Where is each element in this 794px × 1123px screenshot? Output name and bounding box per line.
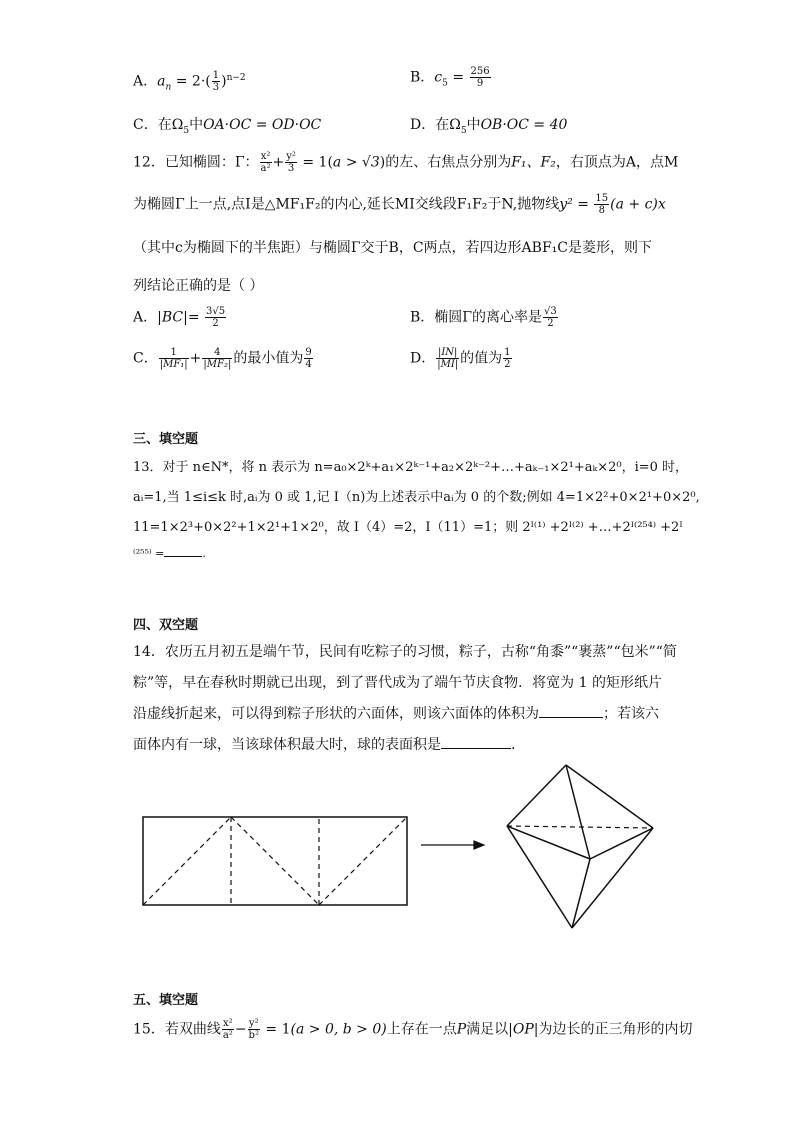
q12-line1: 12．已知椭圆：Γ： $\frac{\text{x²}}{\text{a²}}$ + $\frac{\text{y²}}{3}$ = 1(a > √3)的左、右焦点分别为F₁、F₂，右顶点为A，点M xyxy=(133,151,679,174)
q15-line1: 15．若双曲线 $\frac{\text{x²}}{\text{a²}}$ − $\frac{\text{y²}}{\text{b²}}$ = 1(a > 0, b > 0)上存在一点P满足以|OP|为边长的正三角形的内切 xyxy=(133,1018,693,1041)
q14-figure xyxy=(0,755,794,935)
q13-line1: 13．对于 n∈N*，将 n 表示为 n=a₀×2ᵏ+a₁×2ᵏ⁻¹+a₂×2ᵏ⁻²+…+aₖ₋₁×2¹+aₖ×2⁰，i=0 时， xyxy=(133,460,689,475)
q14-line3: 沿虚线折起来，可以得到粽子形状的六面体，则该六面体的体积为 ；若该六 xyxy=(133,706,659,722)
q14-line1: 14．农历五月初五是端午节，民间有吃粽子的习惯，粽子，古称“角黍”“裹蒸”“包米”“简 xyxy=(133,644,677,660)
q13-answer-blank[interactable] xyxy=(164,556,202,557)
q14-line4: 面体内有一球，当该球体积最大时，球的表面积是 . xyxy=(133,737,516,753)
q12-line3: （其中c为椭圆下的半焦距）与椭圆Γ交于B，C两点，若四边形ABF₁C是菱形，则下 xyxy=(133,240,652,256)
q12-option-d: D． $\frac{|IN|}{|MI|}$ 的值为 $\frac{1}{2}$ xyxy=(410,347,511,370)
q11-option-c: C．在$\Omega_5$中OA·OC = OD·OC xyxy=(133,117,322,136)
q13-line2: aᵢ=1,当 1≤i≤k 时,aᵢ为 0 或 1,记 I（n)为上述表示中aᵢ为 0 的个数;例如 4=1×2²+0×2¹+0×2⁰, xyxy=(133,490,700,505)
q11-option-b: B．$c_5$ = $\frac{256}{9}$ xyxy=(410,66,490,89)
q14-answer-blank-1[interactable] xyxy=(539,717,603,718)
q12-line4: 列结论正确的是（ ） xyxy=(133,278,264,294)
q11-option-a: A．$a_n = 2\cdot$( $\frac{1}{3}$ )$^{n-2}$ xyxy=(133,70,246,93)
arrow xyxy=(421,841,484,849)
q12-option-a: A．|BC|= $\frac{3√5}{2}$ xyxy=(133,306,226,329)
q13-line3: 11=1×2³+0×2²+1×2¹+1×2⁰，故 I（4）=2，I（11）=1；则 2ᴵ⁽¹⁾ +2ᴵ⁽²⁾ +…+2ᴵ⁽²⁵⁴⁾ +2ᴵ xyxy=(133,520,683,535)
section-3-title: 三、填空题 xyxy=(133,432,199,447)
q12-option-c: C． $\frac{1}{\text{|MF₁|}}$ + $\frac{4}{\text{|MF₂|}}$ 的最小值为 $\frac{9}{4}$ xyxy=(133,347,312,370)
q13-line4: ⁽²⁵⁵⁾ = . xyxy=(133,547,206,560)
q14-answer-blank-2[interactable] xyxy=(441,748,511,749)
section-4-title: 四、双空题 xyxy=(133,618,199,633)
q14-line2: 粽”等，早在春秋时期就已出现，到了晋代成为了端午节庆食物．将宽为 1 的矩形纸片 xyxy=(133,675,662,691)
folding-rectangle xyxy=(143,817,407,905)
q11-option-d: D．在$\Omega_5$中OB·OC = 40 xyxy=(410,117,568,136)
q12-line2: 为椭圆Γ上一点,点I是△MF₁F₂的内心,延长MI交线段F₁F₂于N,抛物线y² = $\frac{15}{8}$ (a + c)x xyxy=(133,193,666,216)
q12-option-b: B．椭圆Γ的离心率是 $\frac{√3}{2}$ xyxy=(410,306,557,329)
section-5-title: 五、填空题 xyxy=(133,993,199,1008)
hexahedron xyxy=(507,765,653,928)
